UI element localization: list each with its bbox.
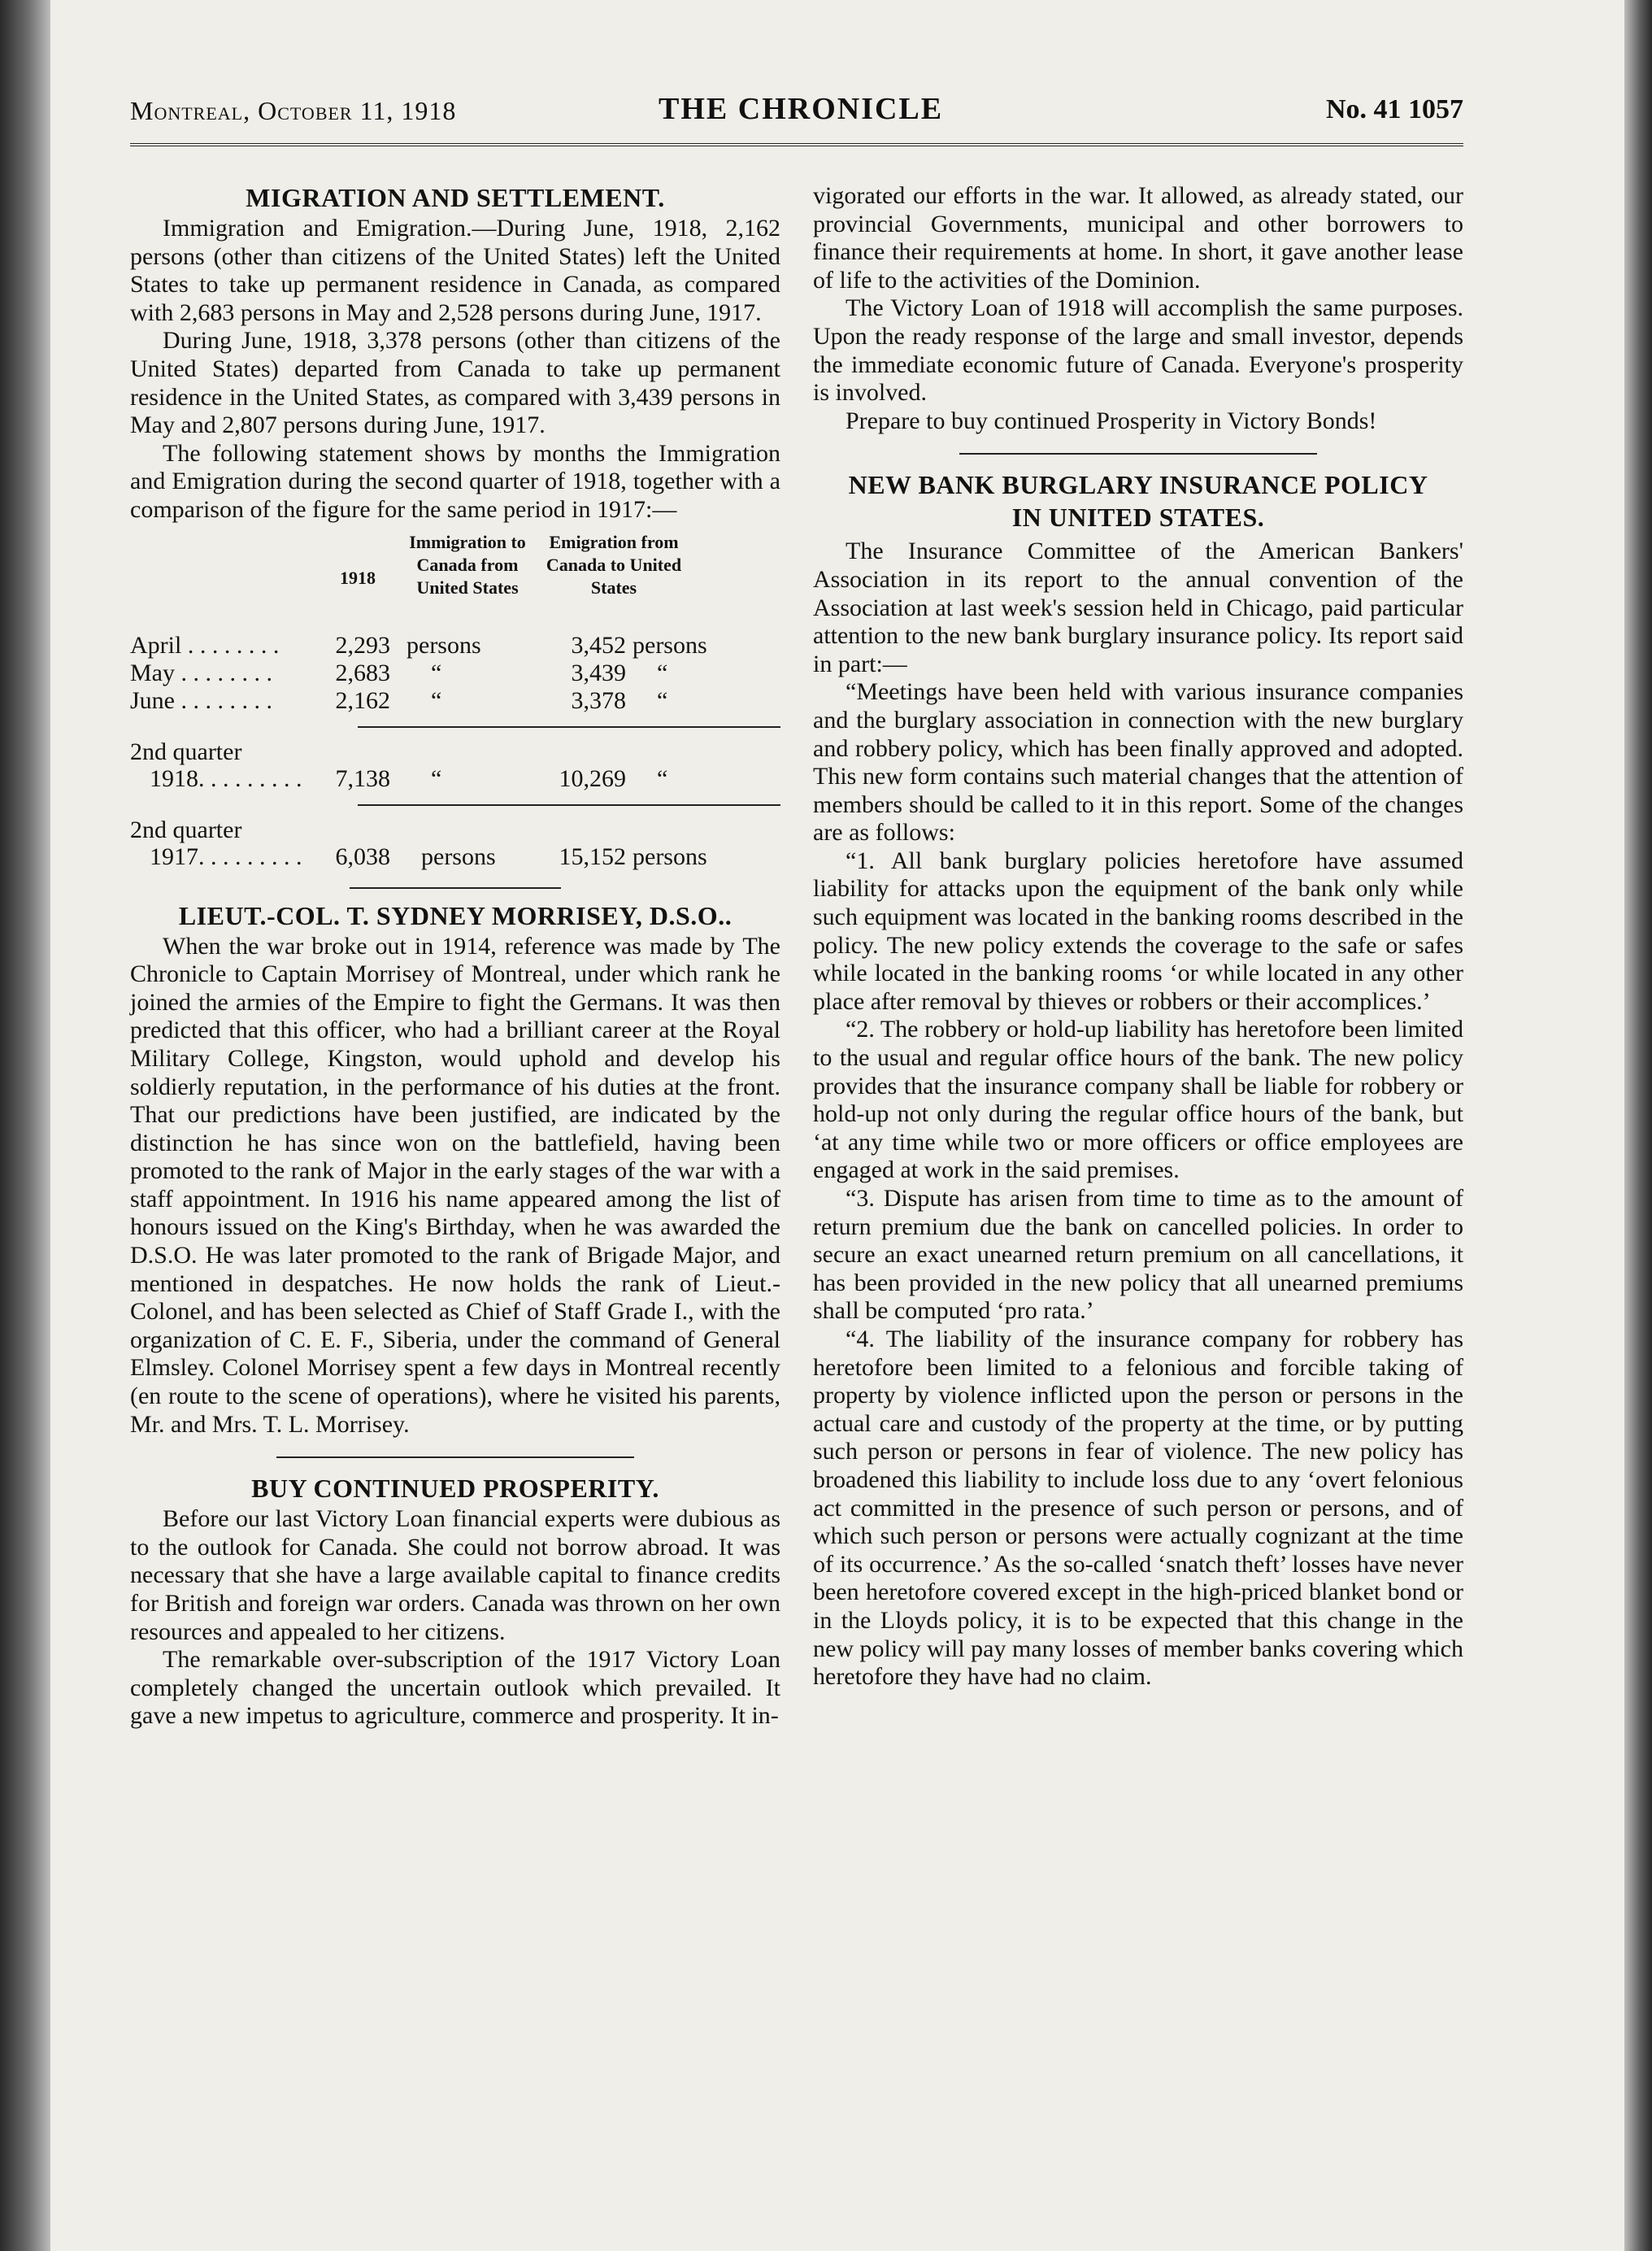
article-subtitle: IN UNITED STATES. xyxy=(1011,503,1265,533)
cell-emigration: 15,152 xyxy=(559,842,626,870)
paragraph: When the war broke out in 1914, reference was made by The Chronicle to Captain Morrisey of Montreal, under which rank he joined the armies of the Empire to fight the Germans. It was then predicted that this officer, who had a brilliant career at the Royal Military College, Kingston, would uphold and develop his soldierly reputation, in the performance of his duties at the front. That our predictions have been justified, are indicated by the distinction he has since won on the battlefield, having been promoted to the rank of Major in the early stages of the war with a staff appointment. In 1916 his name appeared among the list of honours issued on the King's Birthday, when he was awarded the D.S.O. He was later promoted to the rank of Brigade Major, and mentioned in despatches. He now holds the rank of Lieut.-Colonel, and has been selected as Chief of Staff Grade I., with the organization of C. E. F., Siberia, under the command of General Elmsley. Colonel Morrisey spent a few days in Montreal recently (en route to the scene of operations), where he visited his parents, Mr. and Mrs. T. L. Morrisey. xyxy=(130,932,780,1438)
cell-emigration: 3,378 xyxy=(571,686,626,714)
table-row xyxy=(130,632,780,660)
header-date: Montreal, October 11, 1918 xyxy=(130,96,457,125)
cell-emigration-unit: “ xyxy=(657,686,668,714)
cell-immigration: “ xyxy=(431,659,442,686)
row-label: June . . . . . . . . xyxy=(130,686,272,714)
paragraph: Immigration and Emigration.—During June, 1918, 2,162 persons (other than citizens of the United States) left the United States to take up permanent residence in Canada, as compared with 2,683 persons in May and 2,528 persons during June, 1917. xyxy=(130,215,780,326)
cell-immigration: persons xyxy=(406,631,481,659)
total-label: 2nd quarter xyxy=(130,738,242,765)
cell-immigration: “ xyxy=(431,764,442,792)
left-column xyxy=(130,182,780,1731)
paragraph: Before our last Victory Loan financial experts were dubious as to the outlook for Canada. She could not borrow abroad. It was necessary that she have a large available capital to finance credits for British and foreign war orders. Canada was thrown on her own resources and appealed to her citizens. xyxy=(130,1505,780,1645)
article-title: BUY CONTINUED PROSPERITY. xyxy=(251,1474,659,1504)
paragraph: “4. The liability of the insurance company for robbery has heretofore been limited to a felonious and forcible taking of property by violence inflicted upon the person or persons in the actual care and custody of the property at the time, or by putting such person or persons in fear of violence. The new policy has broadened this liability to include loss due to any ‘overt felonious act committed in the presence of such person or persons, and of which such person or persons were actually cognizant at the time of its occurrence.’ As the so-called ‘snatch theft’ losses have never been heretofore covered except in the high-priced blanket bond or in the Lloyds policy, it is to be expected that this change in the new policy will pay many losses of member banks covering which heretofore they have had no claim. xyxy=(813,1325,1463,1691)
cell-emigration-unit: “ xyxy=(657,764,668,792)
table-header-immigration: Immigration to Canada from United States xyxy=(409,531,526,598)
table-row xyxy=(130,687,780,715)
paragraph: “2. The robbery or hold-up liability has heretofore been limited to the usual and regular office hours of the bank. The new policy provides that the insurance company shall be liable for robbery or hold-up not only during the regular office hours of the bank, but ‘at any time while two or more officers or office employees are engaged at work in the said premises. xyxy=(813,1016,1463,1184)
article-morrisey xyxy=(130,900,780,1439)
cell-immigration: persons xyxy=(421,842,496,870)
paragraph: The Victory Loan of 1918 will accomplish the same purposes. Upon the ready response of the large and small investor, depends the immediate economic future of Canada. Everyone's prosperity is involved. xyxy=(813,294,1463,407)
paragraph: “3. Dispute has arisen from time to time as to the amount of return premium due the bank on cancelled policies. In order to secure an exact unearned return premium on all cancellations, it has been provided in the new policy that all unearned premiums shall be computed ‘pro rata.’ xyxy=(813,1185,1463,1325)
cell-1918: 2,683 xyxy=(335,659,390,686)
row-label: 1917. . . . . . . . . xyxy=(150,842,302,870)
article-separator xyxy=(959,453,1317,455)
article-prosperity-continued xyxy=(813,182,1463,435)
article-title: LIEUT.-COL. T. SYDNEY MORRISEY, D.S.O.. xyxy=(178,900,733,930)
article-title: MIGRATION AND SETTLEMENT. xyxy=(246,183,665,212)
paragraph: vigorated our efforts in the war. It allowed, as already stated, our provincial Governments, municipal and other borrowers to finance their requirements at home. In short, it gave another lease of life to the activities of the Dominion. xyxy=(813,182,1463,294)
right-column xyxy=(813,182,1463,1692)
row-label: May . . . . . . . . xyxy=(130,659,272,686)
paragraph: “Meetings have been held with various insurance companies and the burglary association in connection with the new burglary and robbery policy, which has been finally approved and adopted. This new form contains such material changes that the attention of members should be called to it in this report. Some of the changes are as follows: xyxy=(813,678,1463,847)
cell-emigration-unit: persons xyxy=(633,631,707,659)
cell-emigration: 3,439 xyxy=(571,659,626,686)
paragraph: The Insurance Committee of the American Bankers' Association in its report to the annual convention of the Association at last week's session held in Chicago, paid particular attention to the new bank burglary insurance policy. Its report said in part:— xyxy=(813,538,1463,677)
table-row-total xyxy=(130,765,780,793)
paragraph: “1. All bank burglary policies heretofore have assumed liability for attacks upon the equipment of the bank only while such equipment was located in the banking rooms described in the policy. The new policy extends the coverage to the safe or safes while located in the banking rooms ‘or while located in any other place after removal by thieves or robbers or their accomplices.’ xyxy=(813,847,1463,1015)
paragraph: The following statement shows by months the Immigration and Emigration during the second quarter of 1918, together with a comparison of the figure for the same period in 1917:— xyxy=(130,439,780,523)
table-row-total xyxy=(130,843,780,871)
table-header-emigration: Emigration from Canada to United States xyxy=(546,531,682,598)
table-rule xyxy=(358,726,780,728)
paragraph: Prepare to buy continued Prosperity in Victory Bonds! xyxy=(846,407,1377,434)
article-burglary xyxy=(813,469,1463,1691)
cell-1918: 2,293 xyxy=(335,631,390,659)
paragraph: The remarkable over-subscription of the 1917 Victory Loan completely changed the uncertain outlook which prevailed. It gave a new impetus to agriculture, commerce and prosperity. It in- xyxy=(130,1646,780,1730)
page-header xyxy=(130,91,1463,133)
article-migration xyxy=(130,182,780,871)
cell-emigration: 10,269 xyxy=(559,764,626,792)
row-label: 1918. . . . . . . . . xyxy=(150,764,302,792)
total-label: 2nd quarter xyxy=(130,816,242,843)
article-separator xyxy=(276,1456,634,1458)
table-header xyxy=(130,531,780,632)
cell-1918: 6,038 xyxy=(335,842,390,870)
table-row xyxy=(130,660,780,687)
scan-right-edge xyxy=(1624,0,1652,2251)
cell-1918: 7,138 xyxy=(335,764,390,792)
cell-emigration: 3,452 xyxy=(571,631,626,659)
cell-immigration: “ xyxy=(431,686,442,714)
article-prosperity xyxy=(130,1473,780,1731)
cell-emigration-unit: persons xyxy=(633,842,707,870)
table-header-year: 1918 xyxy=(340,567,376,588)
article-title: NEW BANK BURGLARY INSURANCE POLICY xyxy=(848,470,1428,500)
row-label: April . . . . . . . . xyxy=(130,631,280,659)
paragraph: During June, 1918, 3,378 persons (other than citizens of the United States) departed from Canada to take up permanent residence in the United States, as compared with 3,439 persons in May and 2,807 persons during June, 1917. xyxy=(130,327,780,439)
scan-left-edge xyxy=(0,0,50,2251)
header-issue-page: No. 41 1057 xyxy=(1325,94,1463,124)
table-rule xyxy=(358,804,780,806)
header-rule xyxy=(130,143,1463,146)
migration-table xyxy=(130,531,780,871)
cell-emigration-unit: “ xyxy=(657,659,668,686)
header-publication-title: THE CHRONICLE xyxy=(659,92,944,126)
article-separator xyxy=(350,887,561,889)
cell-1918: 2,162 xyxy=(335,686,390,714)
